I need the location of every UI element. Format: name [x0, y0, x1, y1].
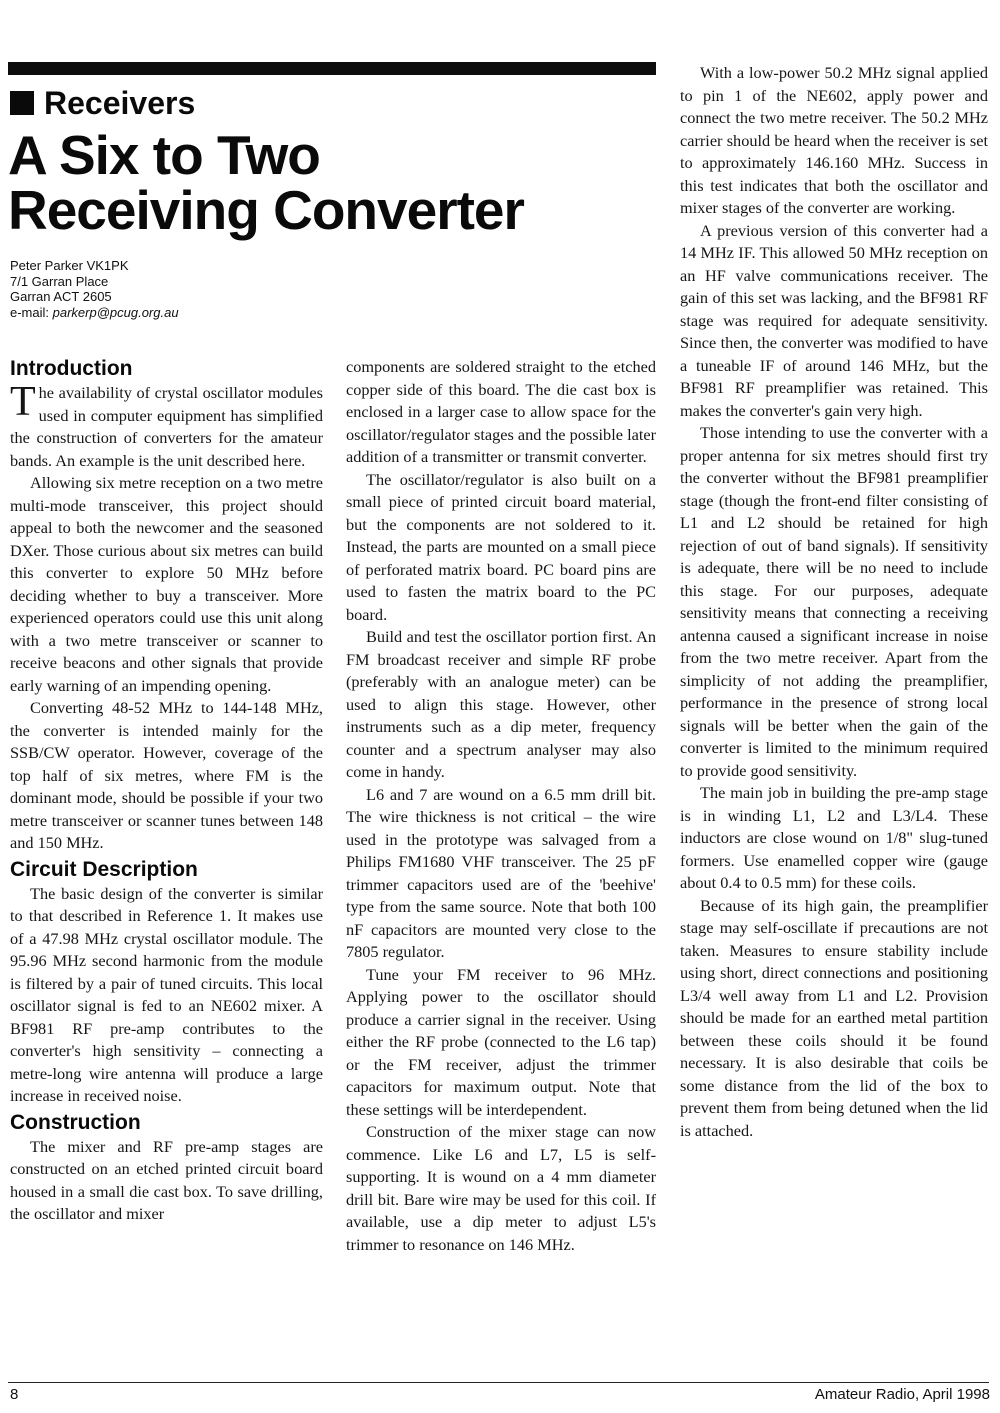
col2-paragraph-6: Construction of the mixer stage can now commence. Like L6 and L7, L5 is self-supporting. It is wound on a 4 mm diameter drill bit. Bare wire may be used for this coil. If available, use a dip meter to adjust L5's trimmer to resonance on 146 MHz.: [346, 1122, 656, 1254]
col3-paragraph-5: Because of its high gain, the preamplifier stage may self-oscillate if precautions are not taken. Measures to ensure stability include using short, direct connections and positioning L3/4 well away from L1 and L2. Provision should be made for an earthed metal partition between these coils should it be found necessary. It is also desirable that coils be some distance from the lid of the box to prevent them from being detuned when the lid is attached.: [680, 895, 988, 1140]
circuit-paragraph-1: The basic design of the converter is similar to that described in Reference 1. It makes use of a 47.98 MHz crystal oscillator module. The 95.96 MHz second harmonic from the module is filtered by a pair of tuned circuits. This local oscillator signal is fed to an NE602 mixer. A BF981 RF pre-amp contributes to the converter's high sensitivity – connecting a metre-long wire antenna will produce a large increase in received noise.: [10, 883, 323, 1105]
col3-paragraph-2: A previous version of this converter had a 14 MHz IF. This allowed 50 MHz reception on an HF valve communications receiver. The gain of this set was lacking, and the BF981 RF stage was required for adequate sensitivity. Since then, the converter was modified to have a tuneable IF of around 146 MHz, but the BF981 RF preamplifier was retained. This makes the converter's gain very high.: [680, 220, 988, 420]
author-email-line: [10, 305, 179, 321]
section-square-icon: [10, 91, 34, 115]
col3-paragraph-1: With a low-power 50.2 MHz signal applied to pin 1 of the NE602, apply power and connect the two metre receiver. The 50.2 MHz carrier should be heard when the receiver is set to approximately 146.160 MHz. Success in this test indicates that both the oscillator and mixer stages of the converter are working.: [680, 63, 988, 217]
col2-paragraph-2: The oscillator/regulator is also built on a small piece of printed circuit board material, but the components are not soldered to it. Instead, the parts are mounted on a small piece of perforated matrix board. PC board pins are used to fasten the matrix board to the PC board.: [346, 469, 656, 624]
top-rule: [8, 62, 656, 75]
page-number: 8: [10, 1386, 19, 1403]
intro-paragraph-1-text: he availability of crystal oscillator modules used in computer equipment has simplified the construction of converters for the amateur bands. An example is the unit described here.: [10, 383, 323, 470]
heading-introduction: Introduction: [10, 357, 133, 380]
col3-paragraph-4: The main job in building the pre-amp stage is in winding L1, L2 and L3/L4. These inductors are close wound on 1/8" slug-tuned formers. Use enamelled copper wire (gauge about 0.4 to 0.5 mm) for these coils.: [680, 783, 988, 892]
construction-paragraph-1: The mixer and RF pre-amp stages are constructed on an etched printed circuit board housed in a small die cast box. To save drilling, the oscillator and mixer: [10, 1136, 323, 1223]
intro-paragraph-3: Converting 48-52 MHz to 144-148 MHz, the converter is intended mainly for the SSB/CW operator. However, coverage of the top half of six metres, where FM is the dominant mode, should be possible if your two metre transceiver or scanner tunes between 148 and 150 MHz.: [10, 698, 323, 852]
author-address1: 7/1 Garran Place: [10, 273, 109, 289]
author-address2: Garran ACT 2605: [10, 289, 112, 304]
section-label: [10, 84, 195, 122]
publication-footer: Amateur Radio, April 1998: [814, 1386, 990, 1403]
intro-paragraph-2: Allowing six metre reception on a two metre multi-mode transceiver, this project should appeal to both the newcomer and the seasoned DXer. Those curious about six metres can build this converter to explore 50 MHz before deciding whether to buy a transceiver. More experienced operators could use this unit along with a two metre transceiver or scanner to receive beacons and other signals that provide early warning of an impending opening.: [10, 473, 323, 695]
article-title-line2: Receiving Converter: [8, 179, 524, 241]
footer-rule: [8, 1382, 989, 1383]
author-name: Peter Parker VK1PK: [10, 258, 129, 273]
intro-paragraph-1: [10, 379, 323, 472]
col2-paragraph-3: Build and test the oscillator portion first. An FM broadcast receiver and simple RF probe (preferably with an analogue meter) can be used to align this stage. However, other instruments such as a dip meter, frequency counter and a spectrum analyser may also come in handy.: [346, 627, 656, 781]
col2-paragraph-5: Tune your FM receiver to 96 MHz. Applying power to the oscillator should produce a carrier signal in the receiver. Using either the RF probe (connected to the L6 tap) or the FM receiver, adjust the trimmer capacitors for maximum output. Note that these settings will be interdependent.: [346, 964, 656, 1119]
section-label-text: Receivers: [44, 85, 196, 121]
article-title-line1: A Six to Two: [8, 124, 320, 186]
author-email[interactable]: parkerp@pcug.org.au: [52, 304, 179, 320]
drop-cap: T: [10, 379, 36, 425]
article-title: [8, 124, 658, 241]
author-email-label: e-mail:: [10, 304, 53, 320]
col2-paragraph-1: components are soldered straight to the etched copper side of this board. The die cast box is enclosed in a larger case to allow space for the oscillator/regulator stages and the possible later addition of a transmitter or transmit converter.: [346, 357, 656, 466]
col3-paragraph-3: Those intending to use the converter with a proper antenna for six metres should first try the converter without the BF981 preamplifier stage (though the front-end filter consisting of L1 and L2 should be retained for high rejection of out of band signals). If sensitivity is adequate, there will be no need to include this stage. For our purposes, adequate sensitivity means that connecting a receiving antenna caused a significant increase in noise from the two metre receiver. Apart from the simplicity of not adding the preamplifier, performance in the presence of strong local signals will be better when the gain of the converter is limited to the minimum required to provide good sensitivity.: [680, 423, 988, 780]
column-1: [10, 356, 323, 1226]
author-block: [10, 258, 179, 320]
col2-paragraph-4: L6 and 7 are wound on a 6.5 mm drill bit. The wire thickness is not critical – the wire used in the prototype was salvaged from a Philips FM1680 VHF transceiver. The 25 pF trimmer capacitors used are of the 'beehive' type from the same source. Note that both 100 nF capacitors are mounted very close to the 7805 regulator.: [346, 784, 656, 961]
heading-circuit-description: Circuit Description: [10, 857, 198, 881]
heading-construction: Construction: [10, 1110, 141, 1134]
column-2: [346, 356, 656, 1256]
column-3: [680, 62, 988, 1142]
